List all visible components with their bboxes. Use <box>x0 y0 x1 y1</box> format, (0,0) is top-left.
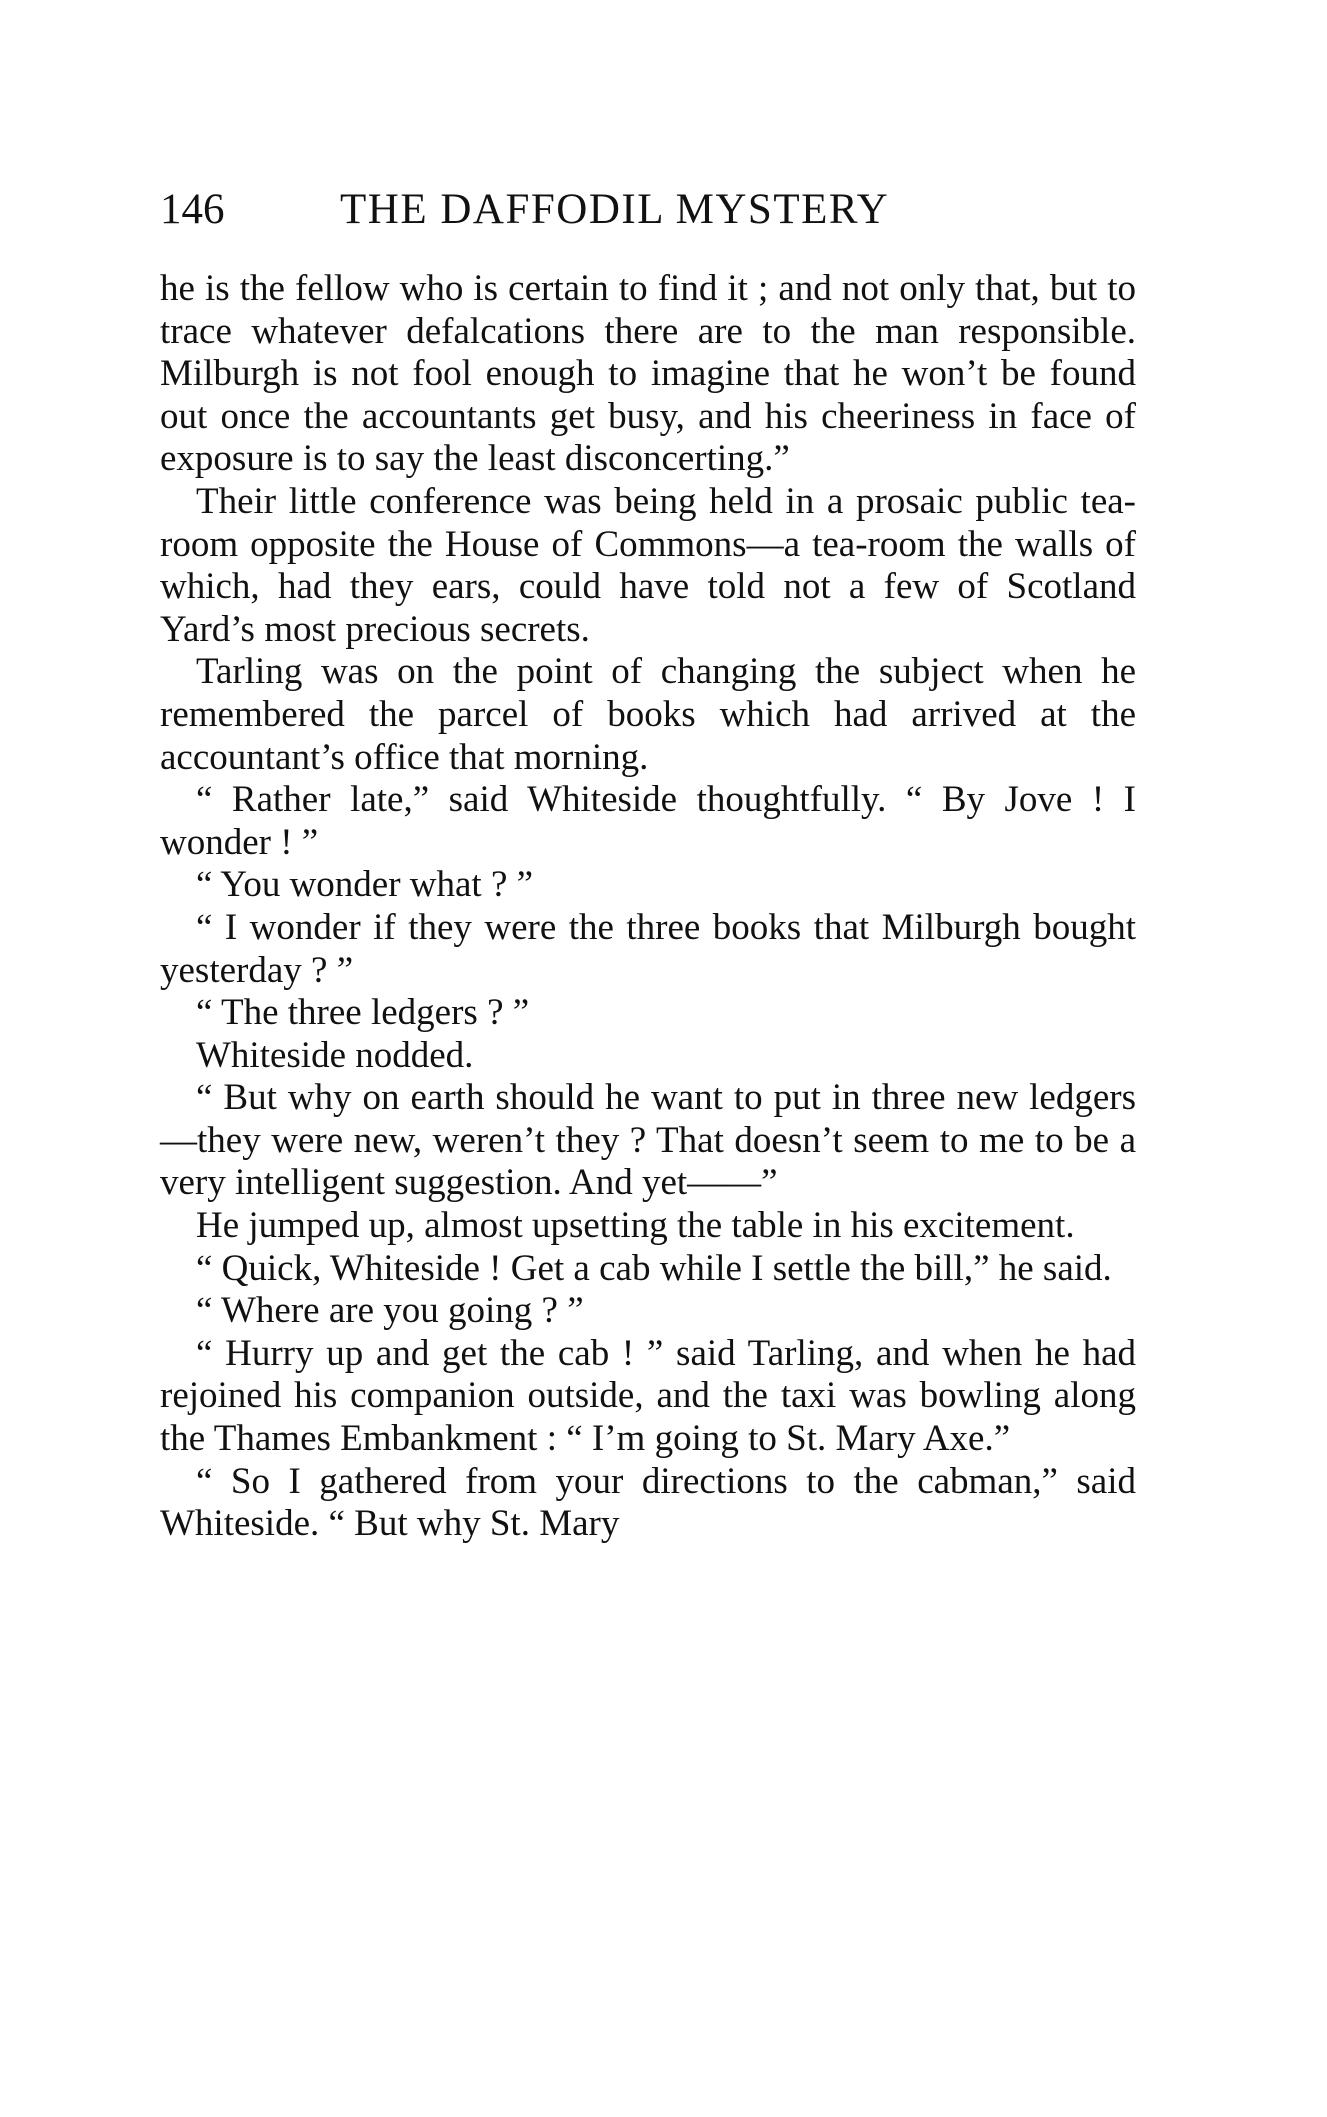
paragraph-tea-room: Their little conference was being held in a prosaic public tea-room opposite the House of Commons—a tea-room the walls of which, had they ears, could have told not a few of Scotland Yard’s most precious secrets. <box>160 480 1136 650</box>
dialogue-so-gathered: “ So I gathered from your directions to the cabman,” said Whiteside. “ But why St. Mary <box>160 1460 1136 1545</box>
dialogue-quick: “ Quick, Whiteside ! Get a cab while I settle the bill,” he said. <box>196 1247 1112 1289</box>
dialogue-rather-late: “ Rather late,” said Whiteside thoughtfully. “ By Jove ! I wonder ! ” <box>160 779 1136 863</box>
dialogue-three-books: “ I wonder if they were the three books that Milburgh bought yesterday ? ” <box>160 906 1136 991</box>
paragraph-parcel: Tarling was on the point of changing the subject when he remembered the parcel of books which had arrived at the accountant’s office that morning. <box>160 651 1136 778</box>
dialogue-where-going: “ Where are you going ? ” <box>196 1290 584 1332</box>
paragraph-nodded: Whiteside nodded. <box>196 1034 474 1076</box>
paragraph-jumped-up: He jumped up, almost upsetting the table in his excitement. <box>196 1205 1075 1247</box>
dialogue-wonder-what: “ You wonder what ? ” <box>196 864 534 906</box>
paragraph-continued: he is the fellow who is certain to find it ; and not only that, but to trace whatever defalcations there are to the man responsible. Milburgh is not fool enough to imagine that he won’t be found out once the accountants get busy, and his cheeriness in face of exposure is to say the least disconcerting.” <box>160 268 1136 480</box>
book-title: THE DAFFODIL MYSTERY <box>340 186 890 233</box>
body-text <box>160 268 1136 1546</box>
running-head <box>160 182 1140 238</box>
page-number: 146 <box>160 186 225 233</box>
dialogue-new-ledgers: “ But why on earth should he want to put in three new ledgers—they were new, weren’t they ? That doesn’t seem to me to be a very intelligent suggestion. And yet——” <box>160 1077 1136 1204</box>
dialogue-hurry-up: “ Hurry up and get the cab ! ” said Tarling, and when he had rejoined his companion outside, and the taxi was bowling along the Thames Embankment : “ I’m going to St. Mary Axe.” <box>160 1332 1136 1460</box>
dialogue-three-ledgers: “ The three ledgers ? ” <box>196 992 530 1034</box>
